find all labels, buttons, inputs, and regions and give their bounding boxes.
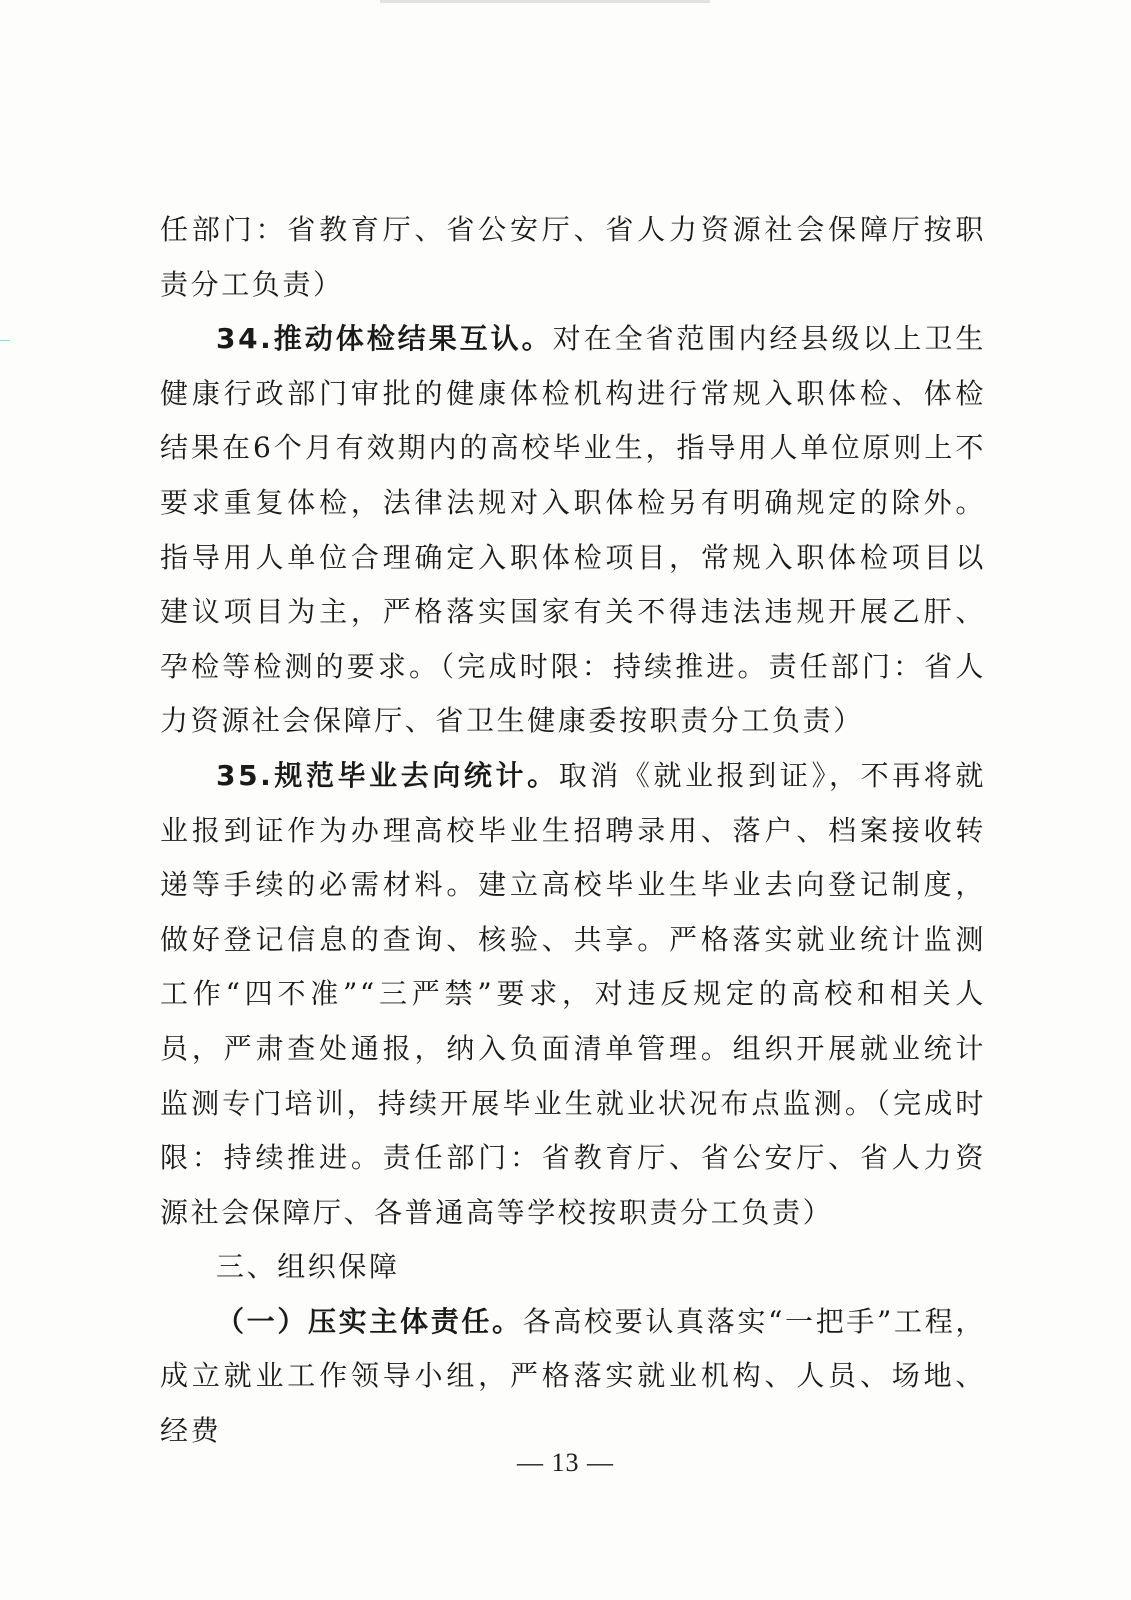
paragraph-subsection-1 (160, 1295, 986, 1459)
scan-margin-mark (0, 340, 10, 341)
paragraph-item-34 (160, 312, 986, 749)
paragraph-text: 取消《就业报到证》，不再将就业报到证作为办理高校毕业生招聘录用、落户、档案接收转递等手续的必需材料。建立高校毕业生毕业去向登记制度，做好登记信息的查询、核验、共享。严格落实就业统计监测工作“四不准”“三严禁”要求，对违反规定的高校和相关人员，严肃查处通报，纳入负面清单管理。组织开展就业统计监测专门培训，持续开展毕业生就业状况布点监测。（完成时限：持续推进。责任部门：省教育厅、省公安厅、省人力资源社会保障厅、各普通高等学校按职责分工负责） (160, 758, 986, 1229)
paragraph-text: 任部门：省教育厅、省公安厅、省人力资源社会保障厅按职责分工负责） (160, 213, 986, 301)
section-heading (160, 1240, 986, 1295)
paragraph-item-35 (160, 749, 986, 1240)
page-number: — 13 — (517, 1448, 614, 1477)
paragraph-text: 对在全省范围内经县级以上卫生健康行政部门审批的健康体检机构进行常规入职体检、体检结果在6个月有效期内的高校毕业生，指导用人单位原则上不要求重复体检，法律法规对入职体检另有明确规定的除外。指导用人单位合理确定入职体检项目，常规入职体检项目以建议项目为主，严格落实国家有关不得违法违规开展乙肝、孕检等检测的要求。（完成时限：持续推进。责任部门：省人力资源社会保障厅、省卫生健康委按职责分工负责） (160, 322, 986, 738)
paragraph-text: 各高校要认真落实“一把手”工程，成立就业工作领导小组，严格落实就业机构、人员、场地、经费 (160, 1304, 986, 1448)
item-heading: 34.推动体检结果互认。 (216, 322, 553, 356)
paragraph-continuation (160, 203, 986, 312)
document-body (160, 203, 986, 1459)
item-heading: 35.规范毕业去向统计。 (216, 758, 559, 792)
scan-edge-mark (380, 0, 710, 3)
section-title: 三、组织保障 (216, 1250, 400, 1284)
item-heading: （一）压实主体责任。 (216, 1304, 523, 1338)
